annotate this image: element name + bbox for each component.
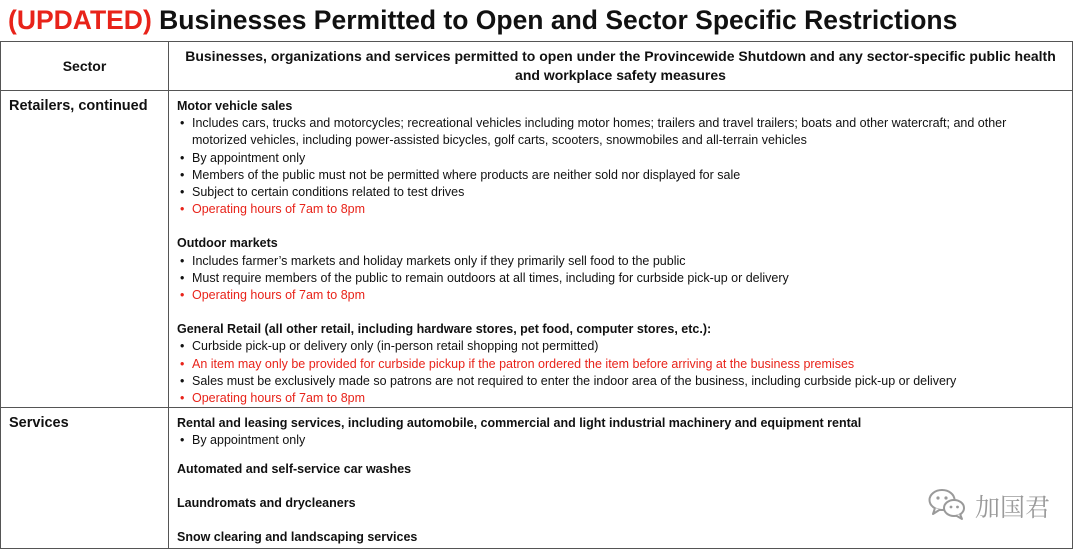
bullet-list: [177, 253, 1064, 305]
header-description: Businesses, organizations and services permitted to open under the Provincewide Shutdown and any sector-specific public health and workplace safety measures: [169, 42, 1073, 91]
spacer: [177, 218, 1064, 235]
sector-cell: Services: [1, 408, 169, 549]
bullet-list: [177, 338, 1064, 407]
group-heading: Automated and self-service car washes: [177, 461, 412, 476]
group-heading: General Retail (all other retail, including hardware stores, pet food, computer stores, etc.):: [177, 322, 712, 337]
restrictions-table: [0, 41, 1073, 549]
bullet-list: [177, 115, 1064, 218]
group-motor-vehicle-sales: [177, 98, 1064, 218]
spacer: [177, 450, 1064, 461]
header-sector: Sector: [1, 42, 169, 91]
table-header-row: [1, 42, 1073, 91]
content-cell: [169, 91, 1073, 408]
list-item: • Members of the public must not be permitted where products are neither sold nor displayed for sale: [177, 167, 1064, 184]
list-item: • Includes farmer’s markets and holiday markets only if they primarily sell food to the public: [177, 253, 1064, 270]
table-row: [1, 408, 1073, 549]
list-item: • Subject to certain conditions related to test drives: [177, 184, 1064, 201]
list-item: • Includes cars, trucks and motorcycles; recreational vehicles including motor homes; trailers and travel trailers; boats and other watercraft; and other motorized vehicles, including power-assisted bicycles, golf carts, scooters, snowmobiles and all-terrain vehicles: [177, 115, 1064, 149]
content-cell: [169, 408, 1073, 549]
group-heading: Snow clearing and landscaping services: [177, 530, 418, 545]
sector-cell: Retailers, continued: [1, 91, 169, 408]
table-row: [1, 91, 1073, 408]
title-text: Businesses Permitted to Open and Sector Specific Restrictions: [151, 5, 958, 35]
group-heading: Outdoor markets: [177, 236, 278, 251]
watermark-text: 加国君: [974, 493, 1050, 522]
group-heading: Motor vehicle sales: [177, 99, 293, 113]
wechat-icon: [927, 487, 967, 526]
group-outdoor-markets: [177, 235, 1064, 304]
group-rental-leasing: [177, 415, 1064, 449]
group-heading: Rental and leasing services, including automobile, commercial and light industrial machinery and equipment rental: [177, 416, 862, 431]
list-item: • Curbside pick-up or delivery only (in-person retail shopping not permitted): [177, 338, 1064, 355]
list-item: • By appointment only: [177, 432, 1064, 449]
updated-tag: (UPDATED): [8, 5, 152, 35]
watermark: [927, 488, 1050, 524]
list-item: • Operating hours of 7am to 8pm: [177, 201, 1064, 218]
spacer: [177, 304, 1064, 321]
page-title: [8, 3, 1072, 37]
bullet-list: [177, 432, 1064, 449]
list-item: • Sales must be exclusively made so patrons are not required to enter the indoor area of the business, including curbside pick-up or delivery: [177, 373, 1064, 390]
list-item: • By appointment only: [177, 150, 1064, 167]
group-general-retail: [177, 321, 1064, 407]
list-item: • Must require members of the public to remain outdoors at all times, including for curbside pick-up or delivery: [177, 270, 1064, 287]
list-item: • Operating hours of 7am to 8pm: [177, 287, 1064, 304]
group-heading: Laundromats and drycleaners: [177, 495, 356, 510]
list-item: • An item may only be provided for curbside pickup if the patron ordered the item before arriving at the business premises: [177, 356, 1064, 373]
list-item: • Operating hours of 7am to 8pm: [177, 390, 1064, 407]
